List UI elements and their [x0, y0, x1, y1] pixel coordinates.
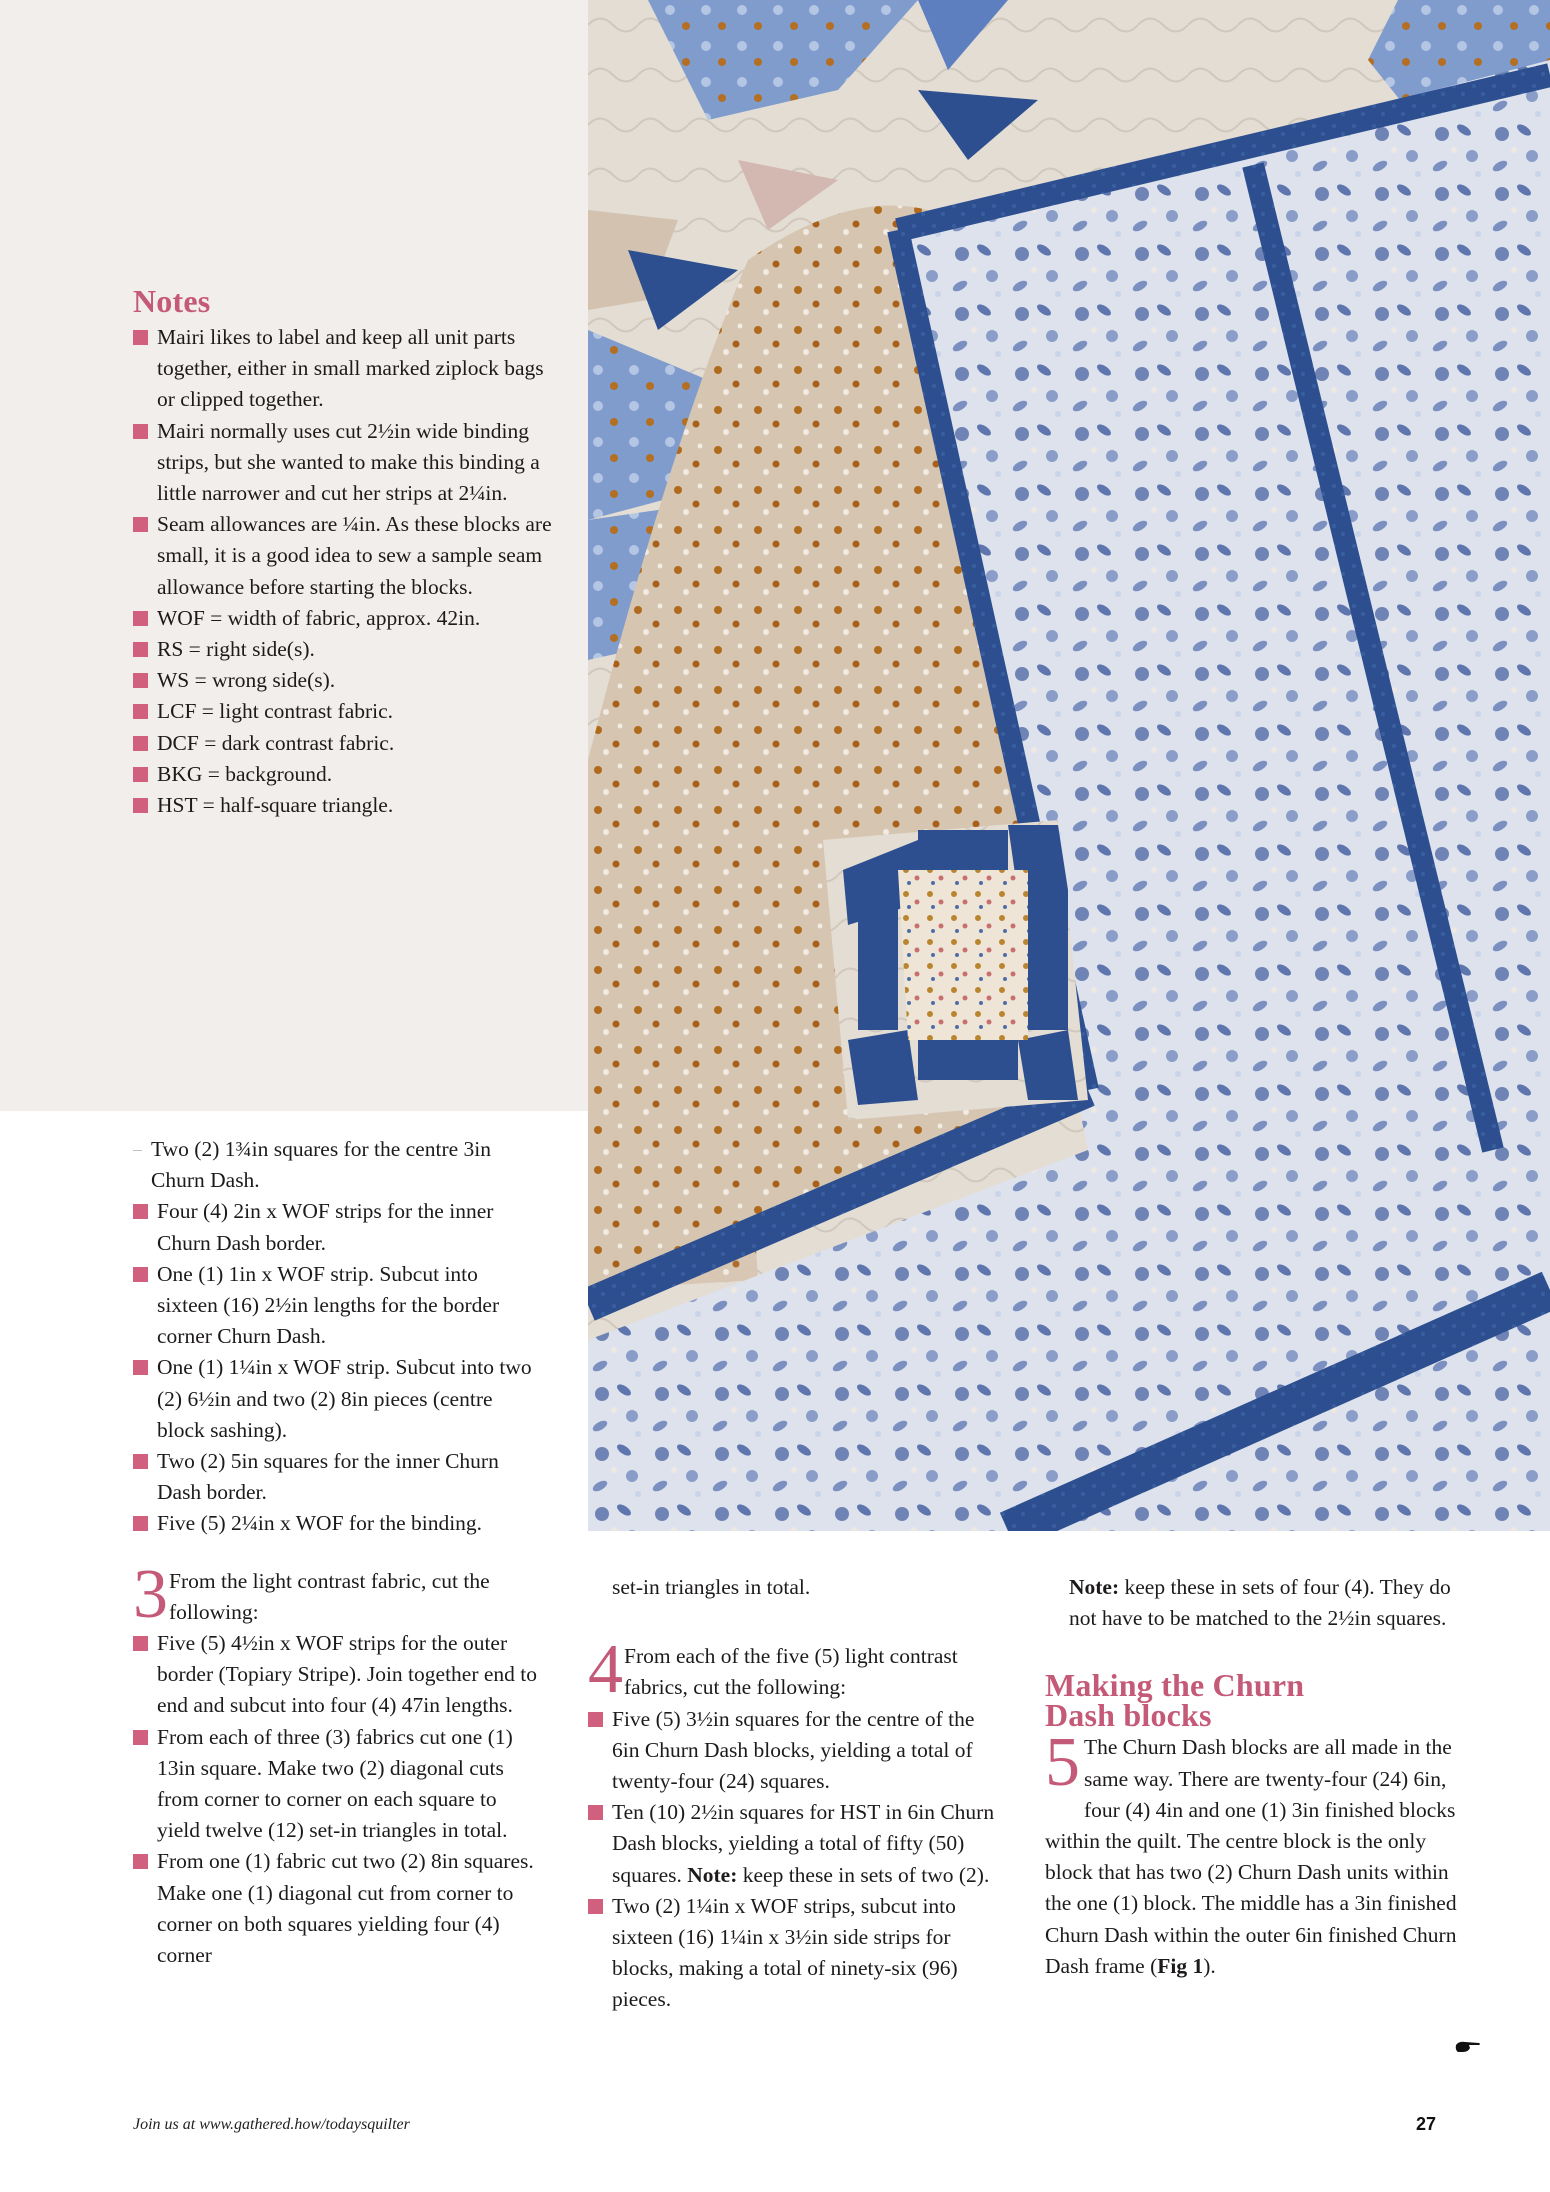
step-number: 3 [133, 1555, 168, 1633]
quilt-photo [588, 0, 1550, 1531]
notes-heading: Notes [133, 283, 211, 319]
step-number: 4 [588, 1631, 623, 1709]
notes-item: LCF = light contrast fabric. [133, 696, 553, 727]
cutting-item: – Two (2) 1¾in squares for the centre 3in Churn Dash. [133, 1134, 543, 1196]
bullet-square-icon [133, 424, 148, 439]
cutting-item: Five (5) 4½in x WOF strips for the outer border (Topiary Stripe). Join together end to end and subcut into four (4) 47in lengths. [133, 1628, 543, 1722]
footer-tagline: Join us at www.gathered.how/todaysquilter [133, 2116, 410, 2133]
step-3-list [133, 1628, 543, 1971]
cutting-item: Five (5) 2¼in x WOF for the binding. [133, 1508, 543, 1539]
column-3 [1045, 1572, 1460, 1982]
column-2 [588, 1572, 998, 2016]
page-number: 27 [1416, 2114, 1437, 2134]
cutting-item: From one (1) fabric cut two (2) 8in squares. Make one (1) diagonal cut from corner to corner on both squares yielding four (4) corner [133, 1846, 543, 1971]
notes-item: DCF = dark contrast fabric. [133, 728, 553, 759]
bullet-square-icon [133, 1636, 148, 1651]
column-1 [133, 1134, 543, 1971]
step-intro: From each of the five (5) light contrast fabrics, cut the following: [624, 1644, 958, 1700]
cutting-item: From each of three (3) fabrics cut one (1) 13in square. Make two (2) diagonal cuts from corner to corner on each square to yield twelve (12) set-in triangles in total. [133, 1722, 543, 1847]
bullet-square-icon [133, 1854, 148, 1869]
step-4 [588, 1631, 998, 1709]
bullet-square-icon [133, 767, 148, 782]
notes-item: Mairi likes to label and keep all unit parts together, either in small marked ziplock bags or clipped together. [133, 322, 553, 416]
notes-item: WOF = width of fabric, approx. 42in. [133, 603, 553, 634]
cutting-item: Two (2) 5in squares for the inner Churn Dash border. [133, 1446, 543, 1508]
cutting-list-continued [133, 1134, 543, 1540]
bullet-square-icon [133, 642, 148, 657]
bullet-square-icon [133, 1730, 148, 1745]
notes-item: Mairi normally uses cut 2½in wide binding strips, but she wanted to make this binding a little narrower and cut her strips at 2¼in. [133, 416, 553, 510]
cutting-item: One (1) 1¼in x WOF strip. Subcut into two (2) 6½in and two (2) 8in pieces (centre block sashing). [133, 1352, 543, 1446]
note-label: Note: [687, 1862, 738, 1887]
bullet-square-icon [133, 1267, 148, 1282]
notes-item: HST = half-square triangle. [133, 790, 553, 821]
section-heading: Making the Churn Dash blocks [1045, 1667, 1305, 1734]
bullet-square-icon [133, 1204, 148, 1219]
step-5: 5 The Churn Dash blocks are all made in the same way. There are twenty-four (24) 6in, four (4) 4in and one (1) 3in finished blocks within the quilt. The centre block is the only block that has two (2) Churn Dash units within the one (1) block. The middle has a 3in finished Churn Dash within the outer 6in finished Churn Dash frame (Fig 1). [1045, 1724, 1457, 1978]
bullet-square-icon [133, 673, 148, 688]
figure-reference: Fig 1 [1157, 1953, 1204, 1978]
notes-item: RS = right side(s). [133, 634, 553, 665]
bullet-square-icon [133, 517, 148, 532]
bullet-square-icon [133, 1360, 148, 1375]
cutting-item: Five (5) 3½in squares for the centre of the 6in Churn Dash blocks, yielding a total of twenty-four (24) squares. [588, 1704, 998, 1798]
bullet-square-icon [133, 611, 148, 626]
bullet-square-icon [133, 798, 148, 813]
step-3 [133, 1555, 543, 1633]
bullet-square-icon [133, 736, 148, 751]
pointing-hand-icon [1455, 2040, 1481, 2054]
step-4-list [588, 1704, 998, 2016]
cutting-item: Four (4) 2in x WOF strips for the inner Churn Dash border. [133, 1196, 543, 1258]
note-label: Note: [1069, 1575, 1120, 1599]
bullet-square-icon [133, 1516, 148, 1531]
dash-icon: – [133, 1139, 142, 1159]
bullet-square-icon [133, 330, 148, 345]
bullet-square-icon [588, 1712, 603, 1727]
bullet-square-icon [588, 1805, 603, 1820]
bullet-square-icon [133, 704, 148, 719]
step-number: 5 [1045, 1724, 1080, 1802]
notes-box [133, 283, 553, 821]
bullet-square-icon [133, 1454, 148, 1469]
bullet-square-icon [588, 1899, 603, 1914]
cutting-item: One (1) 1in x WOF strip. Subcut into sixteen (16) 2½in lengths for the border corner Churn Dash. [133, 1259, 543, 1353]
cutting-item: Two (2) 1¼in x WOF strips, subcut into sixteen (16) 1¼in x 3½in side strips for blocks, making a total of ninety-six (96) pieces. [588, 1891, 998, 2016]
notes-item: WS = wrong side(s). [133, 665, 553, 696]
note-paragraph: Note: keep these in sets of four (4). They do not have to be matched to the 2½in squares. [1069, 1575, 1451, 1631]
notes-item: Seam allowances are ¼in. As these blocks are small, it is a good idea to sew a sample seam allowance before starting the blocks. [133, 509, 553, 603]
step-intro: From the light contrast fabric, cut the following: [169, 1568, 490, 1624]
cutting-item: Ten (10) 2½in squares for HST in 6in Churn Dash blocks, yielding a total of fifty (50) squares. Note: keep these in sets of two (2). [588, 1797, 998, 1891]
continuation-text: set-in triangles in total. [612, 1575, 811, 1599]
notes-item: BKG = background. [133, 759, 553, 790]
notes-list [133, 322, 553, 821]
